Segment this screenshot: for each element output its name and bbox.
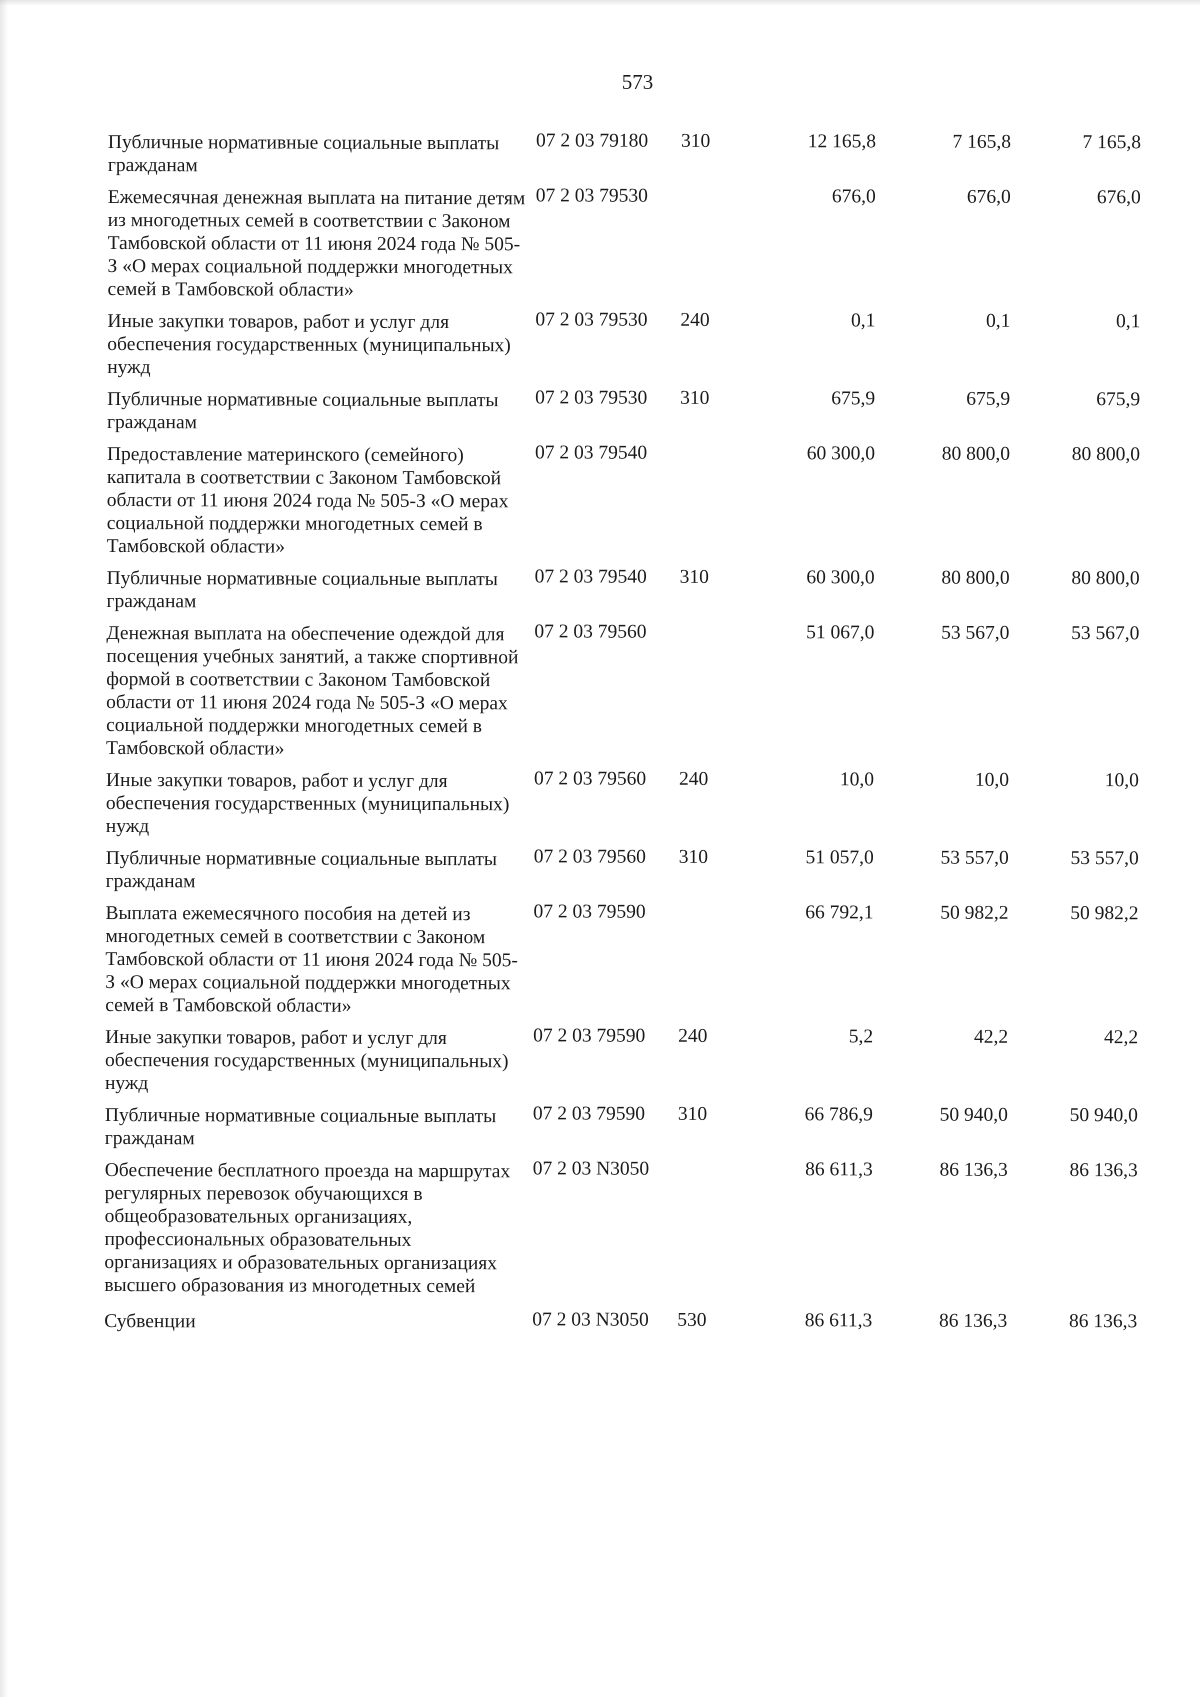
row-name: Обеспечение бесплатного проезда на маршрутах регулярных перевозок обучающихся в общеобразовательных организациях, профессиональных образовательных организациях и образовательных организациях высшего образования из многодетных семей <box>104 1159 511 1298</box>
row-code: 07 2 03 79590 <box>533 901 646 923</box>
row-code: 07 2 03 79530 <box>535 309 648 331</box>
row-code: 07 2 03 79560 <box>533 768 647 790</box>
row-value-1: 60 300,0 <box>806 567 875 589</box>
row-code: 07 2 03 79590 <box>533 1025 646 1047</box>
row-name: Публичные нормативные социальные выплаты гражданам <box>104 1104 497 1150</box>
row-value-2: 0,1 <box>985 310 1011 332</box>
row-value-2: 676,0 <box>966 186 1011 208</box>
row-name: Публичные нормативные социальные выплаты гражданам <box>105 847 498 893</box>
row-code: 07 2 03 79530 <box>535 387 648 409</box>
table-row <box>107 307 1197 382</box>
row-value-2: 86 136,3 <box>939 1159 1008 1181</box>
row-value-2: 50 982,2 <box>940 902 1009 924</box>
row-value-2: 53 567,0 <box>941 622 1010 644</box>
row-expense-type: 310 <box>677 1103 708 1125</box>
row-name: Выплата ежемесячного пособия на детей из многодетных семей в соответствии с Законом Тамбовской области от 11 июня 2024 года № 505-З «О мерах социальной поддержки многодетных семей в Тамбовской области» <box>105 902 518 1017</box>
row-value-3: 50 982,2 <box>1070 903 1139 925</box>
row-value-1: 86 611,3 <box>804 1310 873 1332</box>
row-code: 07 2 03 79540 <box>534 442 648 464</box>
page-number: 573 <box>621 70 654 94</box>
row-name: Предоставление материнского (семейного) капитала в соответствии с Законом Тамбовской области от 11 июня 2024 года № 505-З «О мерах социальной поддержки многодетных семей в Тамбовской области» <box>106 443 509 558</box>
row-value-2: 10,0 <box>974 769 1009 791</box>
row-name: Публичные нормативные социальные выплаты гражданам <box>107 388 499 434</box>
row-value-1: 12 165,8 <box>807 131 876 153</box>
table-row <box>105 1023 1195 1098</box>
row-value-2: 7 165,8 <box>952 131 1011 153</box>
row-value-2: 80 800,0 <box>941 567 1010 589</box>
row-value-1: 675,9 <box>831 388 876 410</box>
row-name: Публичные нормативные социальные выплаты гражданам <box>106 567 498 613</box>
row-value-3: 7 165,8 <box>1082 132 1141 154</box>
row-value-2: 675,9 <box>966 388 1011 410</box>
table-row <box>106 844 1196 896</box>
row-value-1: 0,1 <box>850 310 876 332</box>
row-value-3: 0,1 <box>1115 311 1141 333</box>
row-expense-type: 310 <box>680 130 711 152</box>
row-code: 07 2 03 79180 <box>535 130 649 152</box>
row-value-1: 676,0 <box>831 186 876 208</box>
row-expense-type: 240 <box>680 309 710 331</box>
row-code: 07 2 03 79530 <box>535 185 648 207</box>
row-value-2: 53 557,0 <box>940 847 1009 869</box>
row-value-3: 80 800,0 <box>1071 568 1140 590</box>
table-row <box>105 1101 1195 1153</box>
row-value-1: 86 611,3 <box>805 1159 873 1181</box>
table-row <box>106 564 1196 616</box>
table-row <box>107 385 1197 437</box>
row-value-3: 42,2 <box>1103 1027 1139 1049</box>
table-row <box>108 128 1198 180</box>
row-value-2: 42,2 <box>973 1026 1009 1048</box>
budget-table <box>104 128 1198 1342</box>
table-row <box>107 440 1197 561</box>
row-expense-type: 240 <box>678 1025 708 1047</box>
row-value-3: 676,0 <box>1096 187 1141 209</box>
row-name: Иные закупки товаров, работ и услуг для обеспечения государственных (муниципальных) нужд <box>105 769 510 838</box>
row-value-1: 51 057,0 <box>805 847 874 869</box>
row-name: Денежная выплата на обеспечение одеждой для посещения учебных занятий, а также спортивной формой в соответствии с Законом Тамбовской области от 11 июня 2024 года № 505-З «О мерах социальной поддержки многодетных семей в Тамбовской области» <box>106 622 519 760</box>
table-row <box>106 766 1196 841</box>
row-value-1: 5,2 <box>848 1026 874 1048</box>
row-value-1: 66 786,9 <box>804 1104 873 1126</box>
row-code: 07 2 03 79590 <box>532 1103 646 1125</box>
table-row <box>104 1307 1194 1336</box>
row-code: 07 2 03 N3050 <box>532 1309 649 1331</box>
row-expense-type: 310 <box>678 846 708 868</box>
row-expense-type: 240 <box>678 768 709 790</box>
row-code: 07 2 03 79540 <box>534 566 647 588</box>
row-code: 07 2 03 79560 <box>534 621 647 643</box>
row-value-3: 86 136,3 <box>1069 1160 1138 1182</box>
row-value-3: 50 940,0 <box>1069 1105 1138 1127</box>
table-row <box>105 899 1195 1020</box>
row-value-1: 51 067,0 <box>806 622 875 644</box>
scan-shadow-top <box>0 0 1200 6</box>
table-row <box>104 1156 1194 1300</box>
row-expense-type: 530 <box>677 1309 707 1331</box>
row-name: Иные закупки товаров, работ и услуг для обеспечения государственных (муниципальных) нужд <box>104 1026 509 1095</box>
row-value-3: 80 800,0 <box>1071 444 1141 466</box>
row-value-1: 60 300,0 <box>806 443 876 465</box>
row-name: Ежемесячная денежная выплата на питание детям из многодетных семей в соответствии с Законом Тамбовской области от 11 июня 2024 года № 505-З «О мерах социальной поддержки многодетных семей в Тамбовской области» <box>107 186 526 301</box>
row-value-3: 10,0 <box>1104 770 1139 792</box>
row-code: 07 2 03 N3050 <box>532 1158 650 1180</box>
row-value-2: 50 940,0 <box>939 1104 1008 1126</box>
row-expense-type: 310 <box>679 566 709 588</box>
table-row <box>107 183 1197 304</box>
scan-shadow-left <box>0 0 8 1697</box>
row-name: Субвенции <box>104 1310 196 1333</box>
row-value-1: 10,0 <box>839 769 874 791</box>
row-value-3: 86 136,3 <box>1068 1311 1138 1333</box>
row-expense-type: 310 <box>680 387 710 409</box>
row-value-3: 53 557,0 <box>1070 848 1139 870</box>
row-name: Иные закупки товаров, работ и услуг для обеспечения государственных (муниципальных) нужд <box>107 310 511 379</box>
row-code: 07 2 03 79560 <box>533 846 646 868</box>
row-name: Публичные нормативные социальные выплаты гражданам <box>107 131 500 177</box>
row-value-1: 66 792,1 <box>805 902 874 924</box>
row-value-2: 86 136,3 <box>938 1310 1008 1332</box>
row-value-3: 675,9 <box>1096 389 1141 411</box>
row-value-2: 80 800,0 <box>941 443 1011 465</box>
table-row <box>106 619 1196 763</box>
row-value-3: 53 567,0 <box>1071 623 1140 645</box>
